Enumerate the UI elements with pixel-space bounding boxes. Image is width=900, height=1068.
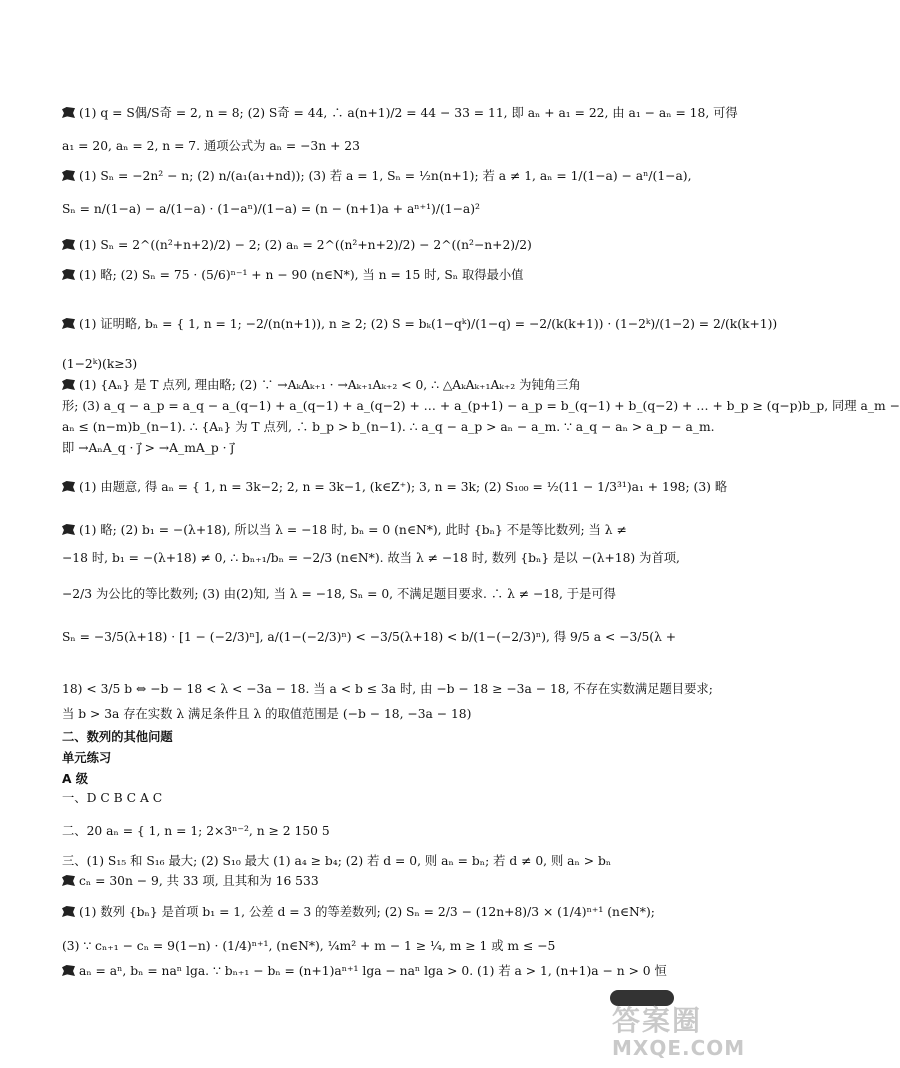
- answer-line: (1) q = S偶/S奇 = 2, n = 8; (2) S奇 = 44, ∴ a(n+1)/2 = 44 − 33 = 11, 即 aₙ + a₁ = 22, 由 a₁ − aₙ = 18, 可得: [62, 104, 682, 122]
- answer-line: (1) {Aₙ} 是 T 点列, 理由略; (2) ∵ →AₖAₖ₊₁ · →Aₖ₊₁Aₖ₊₂ < 0, ∴ △AₖAₖ₊₁Aₖ₊₂ 为钝角三角: [62, 376, 682, 394]
- question-number-marker: [62, 524, 75, 535]
- answer-line: aₙ ≤ (n−m)b_(n−1). ∴ {Aₙ} 为 T 点列, ∴ b_p > b_(n−1). ∴ a_q − a_p > aₙ − a_m. ∵ a_q − aₙ > a_p − a_m.: [62, 420, 715, 434]
- answer-line: 当 b > 3a 存在实数 λ 满足条件且 λ 的取值范围是 (−b − 18, −3a − 18): [62, 707, 472, 721]
- answer-line: (3) ∵ cₙ₊₁ − cₙ = 9(1−n) · (1/4)ⁿ⁺¹, (n∈N*), ¼m² + m − 1 ≥ ¼, m ≥ 1 或 m ≤ −5: [62, 939, 556, 953]
- answer-line: 18) < 3/5 b ⇔ −b − 18 < λ < −3a − 18. 当 a < b ≤ 3a 时, 由 −b − 18 ≥ −3a − 18, 不存在实数满足题目要求;: [62, 682, 713, 696]
- answer-line: cₙ = 30n − 9, 共 33 项, 且其和为 16 533: [62, 872, 682, 890]
- answer-line: (1) 略; (2) b₁ = −(λ+18), 所以当 λ = −18 时, bₙ = 0 (n∈N*), 此时 {bₙ} 不是等比数列; 当 λ ≠: [62, 521, 682, 539]
- answer-line: −2/3 为公比的等比数列; (3) 由(2)知, 当 λ = −18, Sₙ = 0, 不满足题目要求. ∴ λ ≠ −18, 于是可得: [62, 587, 616, 601]
- section-heading: 二、数列的其他问题: [62, 730, 173, 744]
- question-number-marker: [62, 107, 75, 118]
- question-number-marker: [62, 170, 75, 181]
- question-number-marker: [62, 379, 75, 390]
- watermark-logo: 答案圈: [612, 1004, 703, 1037]
- answer-line: Sₙ = n/(1−a) − a/(1−a) · (1−aⁿ)/(1−a) = (n − (n+1)a + aⁿ⁺¹)/(1−a)²: [62, 202, 480, 216]
- answer-line: (1) 证明略, bₙ = { 1, n = 1; −2/(n(n+1)), n ≥ 2; (2) S = bₖ(1−qᵏ)/(1−q) = −2/(k(k+1)) · (1−2ᵏ)/(1−2) = 2/(k(k+1)): [62, 315, 682, 333]
- question-number-marker: [62, 318, 75, 329]
- question-number-marker: [62, 875, 75, 886]
- answer-line: (1) Sₙ = 2^((n²+n+2)/2) − 2; (2) aₙ = 2^((n²+n+2)/2) − 2^((n²−n+2)/2): [62, 236, 682, 254]
- question-number-marker: [62, 965, 75, 976]
- answer-line: 即 →AₙA_q · j⃗ > →A_mA_p · j⃗: [62, 441, 234, 455]
- subsection-heading: 单元练习: [62, 751, 112, 765]
- level-heading: A 级: [62, 772, 89, 786]
- watermark-url: MXQE.COM: [612, 1036, 746, 1060]
- watermark: [612, 1004, 746, 1063]
- answer-line: (1) 略; (2) Sₙ = 75 · (5/6)ⁿ⁻¹ + n − 90 (n∈N*), 当 n = 15 时, Sₙ 取得最小值: [62, 266, 682, 284]
- answer-line: 三、(1) S₁₅ 和 S₁₆ 最大; (2) S₁₀ 最大 (1) a₄ ≥ b₄; (2) 若 d = 0, 则 aₙ = bₙ; 若 d ≠ 0, 则 aₙ > bₙ: [62, 854, 612, 868]
- answer-line: −18 时, b₁ = −(λ+18) ≠ 0, ∴ bₙ₊₁/bₙ = −2/3 (n∈N*). 故当 λ ≠ −18 时, 数列 {bₙ} 是以 −(λ+18) 为首项,: [62, 551, 680, 565]
- answer-line: a₁ = 20, aₙ = 2, n = 7. 通项公式为 aₙ = −3n + 23: [62, 139, 360, 153]
- answer-line: aₙ = aⁿ, bₙ = naⁿ lga. ∵ bₙ₊₁ − bₙ = (n+1)aⁿ⁺¹ lga − naⁿ lga > 0. (1) 若 a > 1, (n+1)a − n > 0 恒: [62, 962, 682, 980]
- answer-line: (1) 由题意, 得 aₙ = { 1, n = 3k−2; 2, n = 3k−1, (k∈Z⁺); 3, n = 3k; (2) S₁₀₀ = ½(11 − 1/3³¹)a₁ + 198; (3) 略: [62, 478, 682, 496]
- question-number-marker: [62, 269, 75, 280]
- question-number-marker: [62, 239, 75, 250]
- question-number-marker: [62, 906, 75, 917]
- answer-line: 形; (3) a_q − a_p = a_q − a_(q−1) + a_(q−1) + a_(q−2) + … + a_(p+1) − a_p = b_(q−1) + b_(q−2) + … + b_p ≥ (q−p)b_p, 同理 a_m −: [62, 399, 900, 413]
- answer-line: (1) Sₙ = −2n² − n; (2) n/(a₁(a₁+nd)); (3) 若 a = 1, Sₙ = ½n(n+1); 若 a ≠ 1, aₙ = 1/(1−a) − aⁿ/(1−a),: [62, 167, 682, 185]
- answer-line: (1−2ᵏ)(k≥3): [62, 357, 138, 371]
- answer-line: 一、D C B C A C: [62, 791, 163, 805]
- answer-line: (1) 数列 {bₙ} 是首项 b₁ = 1, 公差 d = 3 的等差数列; (2) Sₙ = 2/3 − (12n+8)/3 × (1/4)ⁿ⁺¹ (n∈N*);: [62, 903, 682, 921]
- answer-line: Sₙ = −3/5(λ+18) · [1 − (−2/3)ⁿ], a/(1−(−2/3)ⁿ) < −3/5(λ+18) < b/(1−(−2/3)ⁿ), 得 9/5 a < −3/5(λ +: [62, 630, 677, 644]
- answer-line: 二、20 aₙ = { 1, n = 1; 2×3ⁿ⁻², n ≥ 2 150 5: [62, 824, 330, 838]
- question-number-marker: [62, 481, 75, 492]
